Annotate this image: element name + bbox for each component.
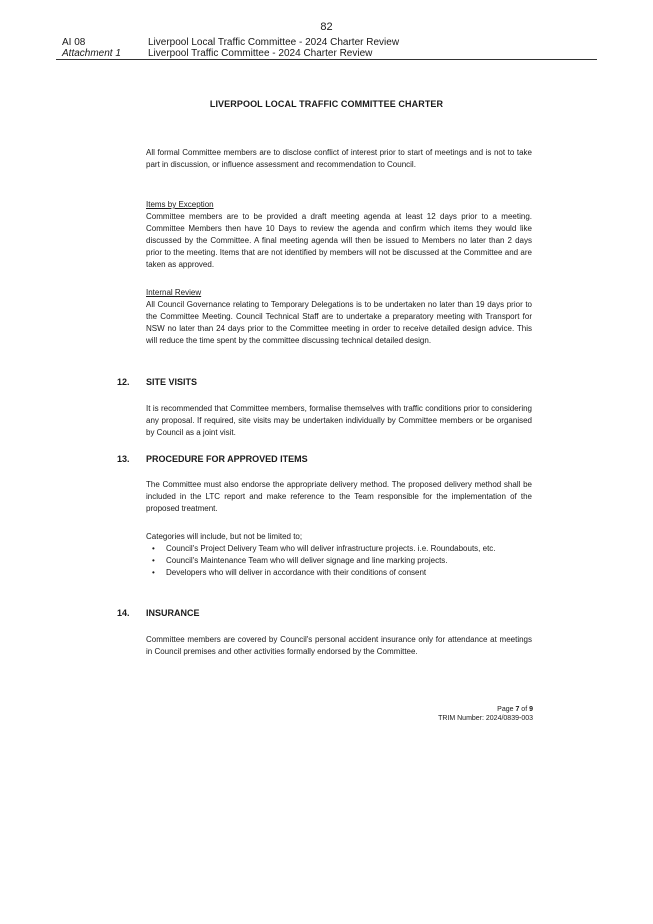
footer-page-prefix: Page [497,706,516,713]
header-divider [56,59,597,60]
footer-page-info [400,705,533,714]
items-by-exception-body: Committee members are to be provided a draft meeting agenda at least 12 days prior to a meeting. Committee Members then have 10 Days to review the agenda and confirm which items they would like discussed by the Committee. A final meeting agenda will then be issued to Members no later than 2 days prior to the meeting. Items that are not identified by members will not be discussed at the Committee and are taken as approved. [146,212,532,269]
footer-page-current: 7 [515,706,520,713]
section-12-body [146,403,532,439]
section-12-title: SITE VISITS [146,377,198,387]
footer-trim-number: TRIM Number: 2024/0839-003 [438,715,533,722]
items-by-exception [146,199,532,271]
section-12-text: It is recommended that Committee members, formalise themselves with traffic conditions prior to considering any proposal. If required, site visits may be undertaken individually by Committee members or be organised by Council as a joint visit. [146,404,532,437]
intro-text: All formal Committee members are to disclose conflict of interest prior to start of meetings and is not to take part in discussion, or influence assessment and recommendation to Council. [146,148,532,169]
header-attachment: Attachment 1 [62,48,121,59]
internal-review-heading: Internal Review [146,288,202,297]
section-13-categories [146,531,532,579]
list-item: • Developers who will deliver in accordance with their conditions of consent [146,567,532,579]
section-14-title: INSURANCE [146,608,200,618]
header-doc-title-2: Liverpool Traffic Committee - 2024 Charter Review [148,48,373,59]
intro-paragraph [146,147,532,171]
section-13-body [146,479,532,515]
page-title: LIVERPOOL LOCAL TRAFFIC COMMITTEE CHARTER [209,99,444,109]
section-12-number: 12. [117,377,130,387]
section-14-number: 14. [117,608,130,618]
page-number-top: 82 [320,21,333,33]
section-14-body [146,634,532,658]
internal-review [146,287,532,347]
header-doc-title-1: Liverpool Local Traffic Committee - 2024 Charter Review [148,37,400,48]
section-13-title: PROCEDURE FOR APPROVED ITEMS [146,454,308,464]
items-by-exception-heading: Items by Exception [146,200,214,209]
categories-list [146,543,532,579]
internal-review-body: All Council Governance relating to Temporary Delegations is to be undertaken no later than 19 days prior to the Committee Meeting. Council Technical Staff are to undertake a preparatory meeting with Transport for NSW no later than 24 days prior to the Committee meeting in order to receive detailed design advice. This will reduce the time spent by the committee discussing technical detailed design. [146,300,532,345]
footer-page-total: 9 [529,706,533,713]
categories-intro: Categories will include, but not be limited to; [146,532,303,541]
section-14-text: Committee members are covered by Council's personal accident insurance only for attendance at meetings in Council premises and other activities formally endorsed by the Committee. [146,635,532,656]
list-item: • Council's Project Delivery Team who will deliver infrastructure projects. i.e. Roundabouts, etc. [146,543,532,555]
footer-page-of: of [519,706,530,713]
list-item: • Council's Maintenance Team who will deliver signage and line marking projects. [146,555,532,567]
header-agenda-item: AI 08 [62,37,86,48]
section-13-text: The Committee must also endorse the appropriate delivery method. The proposed delivery method shall be included in the LTC report and make reference to the Team responsible for the implementation of the proposed treatment. [146,480,532,513]
section-13-number: 13. [117,454,130,464]
